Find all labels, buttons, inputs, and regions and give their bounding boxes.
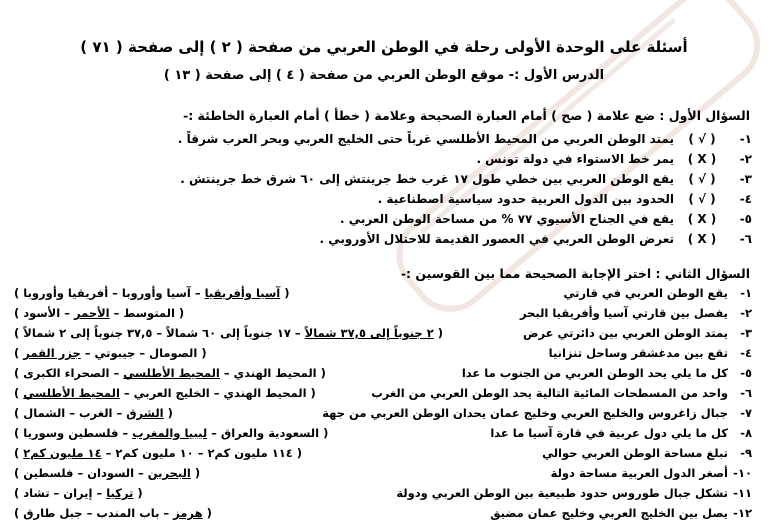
bracket-open: ( <box>197 346 207 360</box>
bracket-close: ) <box>14 286 24 300</box>
bracket-close: ) <box>14 386 24 400</box>
option-text: – آسيا وأوروبا – أفريقيا وأوروبا <box>23 286 205 300</box>
item-number: ٧- <box>740 406 752 420</box>
bracket-open: ( <box>190 466 201 480</box>
multiple-choice-item <box>14 326 752 346</box>
item-number: ٢- <box>739 152 752 166</box>
answer-options <box>14 326 443 340</box>
item-statement: يصل بين الخليج العربي وخليج عمان مضيق <box>490 506 728 520</box>
item-statement: جبال زاغروس والخليج العربي وخليج عمان يحدان الوطن العربي من جهة <box>322 406 728 420</box>
answer-mark: ( √ ) <box>688 132 716 146</box>
true-false-item <box>340 212 752 226</box>
item-number: ٢- <box>740 306 752 320</box>
item-statement-group <box>563 286 752 300</box>
correct-answer: الشرق <box>126 406 164 420</box>
answer-mark: ( X ) <box>687 212 717 226</box>
question-1-heading: السؤال الأول : ضع علامة ( صح ) أمام العبارة الصحيحة وعلامة ( خطأ ) أمام العبارة الخاطئة :- <box>183 108 750 123</box>
option-text: – الغرب – الشمال <box>23 406 127 420</box>
answer-mark: ( X ) <box>687 232 717 246</box>
option-text: المحيط الهندي – <box>219 366 317 380</box>
item-statement: تبلغ مساحة الوطن العربي حوالي <box>542 446 728 460</box>
bracket-close: ) <box>14 426 24 440</box>
multiple-choice-item <box>14 446 752 466</box>
item-number: ٥- <box>739 212 752 226</box>
item-statement-group <box>551 466 752 480</box>
item-statement: كل ما يلي يحد الوطن العربي من الجنوب ما عدا <box>461 366 728 380</box>
item-number: ٣- <box>739 172 752 186</box>
multiple-choice-item <box>14 386 752 406</box>
option-text: – السودان – فلسطين <box>23 466 148 480</box>
question-2-heading: السؤال الثاني : اختر الإجابة الصحيحة مما بين القوسين :- <box>400 266 750 281</box>
lesson-subtitle: الدرس الأول :- موقع الوطن العربي من صفحة ( ٤ ) إلى صفحة ( ١٣ ) <box>163 68 605 83</box>
item-statement: يقع في الجناح الأسيوي ٧٧ % من مساحة الوطن العربي . <box>340 212 674 226</box>
answer-mark: ( √ ) <box>688 192 716 206</box>
item-statement: يمتد الوطن العربي من المحيط الأطلسي غرباً حتى الخليج العربي وبحر العرب شرقاً . <box>177 132 674 146</box>
multiple-choice-item <box>14 466 752 486</box>
item-statement: يقع الوطن العربي بين خطي طول ١٧ غرب خط جرينتش إلى ٦٠ شرق خط جرينتش . <box>180 172 674 186</box>
correct-answer: البحرين <box>147 466 191 480</box>
item-number: ١٠- <box>733 466 752 480</box>
item-statement: واحد من المسطحات المائية التالية يحد الوطن العربي من الغرب <box>371 386 728 400</box>
bracket-open: ( <box>292 446 303 460</box>
option-text: المحيط الهندي – الخليج العربي – <box>119 386 307 400</box>
item-statement: أصغر الدول العربية مساحة دولة <box>550 466 728 480</box>
item-number: ١٢- <box>733 506 752 520</box>
item-number: ٥- <box>740 366 752 380</box>
bracket-open: ( <box>319 426 329 440</box>
item-number: ٦- <box>739 232 752 246</box>
answer-options <box>14 426 328 440</box>
answer-options <box>14 286 290 300</box>
bracket-open: ( <box>174 306 185 320</box>
correct-answer: جزر القمر <box>23 346 81 360</box>
item-statement-group <box>396 486 752 500</box>
correct-answer: ليبيا والمغرب <box>132 426 208 440</box>
bracket-close: ) <box>14 366 24 380</box>
answer-options <box>14 386 316 400</box>
item-number: ٤- <box>740 346 752 360</box>
bracket-open: ( <box>316 366 326 380</box>
multiple-choice-item <box>14 306 752 326</box>
multiple-choice-item <box>14 426 752 446</box>
item-number: ٦- <box>740 386 752 400</box>
bracket-close: ) <box>14 406 24 420</box>
correct-answer: المحيط الأطلسي <box>23 386 120 400</box>
bracket-close: ) <box>14 466 24 480</box>
item-statement-group <box>490 506 752 520</box>
answer-options <box>14 366 326 380</box>
correct-answer: آسيا وأفريقيا <box>204 286 281 300</box>
bracket-close: ) <box>14 446 24 460</box>
item-statement-group <box>490 426 752 440</box>
answer-options <box>14 306 184 320</box>
multiple-choice-item <box>14 286 752 306</box>
bracket-close: ) <box>14 306 24 320</box>
true-false-item <box>320 232 753 246</box>
item-number: ١- <box>740 286 752 300</box>
item-number: ٣- <box>740 326 752 340</box>
item-number: ٨- <box>740 426 752 440</box>
bracket-open: ( <box>202 506 212 520</box>
item-statement: تقع بين مدغشقر وساحل تنزانيا <box>548 346 728 360</box>
answer-options <box>14 486 143 500</box>
answer-options <box>14 446 302 460</box>
item-number: ١١- <box>733 486 752 500</box>
answer-options <box>14 346 207 360</box>
bracket-open: ( <box>133 486 143 500</box>
option-text: – فلسطين وسوريا <box>23 426 133 440</box>
item-statement: يفصل بين قارتي آسيا وأفريقيا البحر <box>519 306 728 320</box>
item-number: ١- <box>739 132 752 146</box>
bracket-open: ( <box>433 326 444 340</box>
item-statement: يمر خط الاستواء في دولة تونس . <box>476 152 674 166</box>
answer-options <box>14 466 200 480</box>
multiple-choice-item <box>14 406 752 426</box>
correct-answer: الأحمر <box>73 306 110 320</box>
item-number: ٩- <box>740 446 752 460</box>
bracket-open: ( <box>280 286 290 300</box>
option-text: – ١٧ جنوباً إلى ٦٠ شمالاً – ٣٧,٥ جنوباً إلى ٢ شمالاً <box>23 326 305 340</box>
correct-answer: تركيا <box>106 486 134 500</box>
bracket-close: ) <box>14 486 24 500</box>
option-text: – إيران – تشاد <box>23 486 107 500</box>
answer-mark: ( X ) <box>687 152 717 166</box>
bracket-open: ( <box>163 406 173 420</box>
item-statement-group <box>523 326 752 340</box>
true-false-item <box>378 192 752 206</box>
item-number: ٤- <box>739 192 752 206</box>
correct-answer: هرمز <box>173 506 203 520</box>
multiple-choice-item <box>14 366 752 386</box>
item-statement: تعرض الوطن العربي في العصور القديمة للاحتلال الأوروبي . <box>319 232 674 246</box>
true-false-item <box>476 152 752 166</box>
bracket-close: ) <box>14 326 24 340</box>
option-text: – الصحراء الكبرى <box>23 366 124 380</box>
true-false-item <box>178 132 752 146</box>
item-statement: الحدود بين الدول العربية حدود سياسية اصطناعية . <box>377 192 674 206</box>
page-title: أسئلة على الوحدة الأولى رحلة في الوطن العربي من صفحة ( ٢ ) إلى صفحة ( ٧١ ) <box>80 38 688 56</box>
option-text: الصومال – جيبوتي – <box>80 346 198 360</box>
answer-mark: ( √ ) <box>688 172 716 186</box>
item-statement-group <box>371 386 752 400</box>
item-statement: كل ما يلي دول عربية في قارة آسيا ما عدا <box>490 426 728 440</box>
answer-options <box>14 506 212 520</box>
bracket-close: ) <box>14 506 24 520</box>
true-false-item <box>180 172 752 186</box>
correct-answer: المحيط الأطلسي <box>123 366 220 380</box>
multiple-choice-item <box>14 506 752 526</box>
option-text: ١١٤ مليون كم٢ – ١٠ مليون كم٢ – <box>101 446 293 460</box>
option-text: – باب المندب – جبل طارق <box>23 506 174 520</box>
correct-answer: ٢ جنوباً إلى ٣٧,٥ شمالاً <box>304 326 434 340</box>
answer-options <box>14 406 173 420</box>
item-statement-group <box>542 446 752 460</box>
bracket-open: ( <box>306 386 316 400</box>
item-statement: يمتد الوطن العربي بين دائرتي عرض <box>522 326 728 340</box>
item-statement: تشكل جبال طوروس حدود طبيعية بين الوطن العربي ودولة <box>396 486 728 500</box>
item-statement-group <box>549 346 752 360</box>
option-text: – الأسود <box>23 306 74 320</box>
bracket-close: ) <box>14 346 24 360</box>
item-statement-group <box>462 366 752 380</box>
correct-answer: ١٤ مليون كم٢ <box>23 446 102 460</box>
multiple-choice-item <box>14 346 752 366</box>
option-text: المتوسط – <box>109 306 175 320</box>
multiple-choice-item <box>14 486 752 506</box>
option-text: السعودية والعراق – <box>207 426 320 440</box>
item-statement: يقع الوطن العربي في قارتي <box>563 286 728 300</box>
item-statement-group <box>322 406 752 420</box>
item-statement-group <box>520 306 752 320</box>
